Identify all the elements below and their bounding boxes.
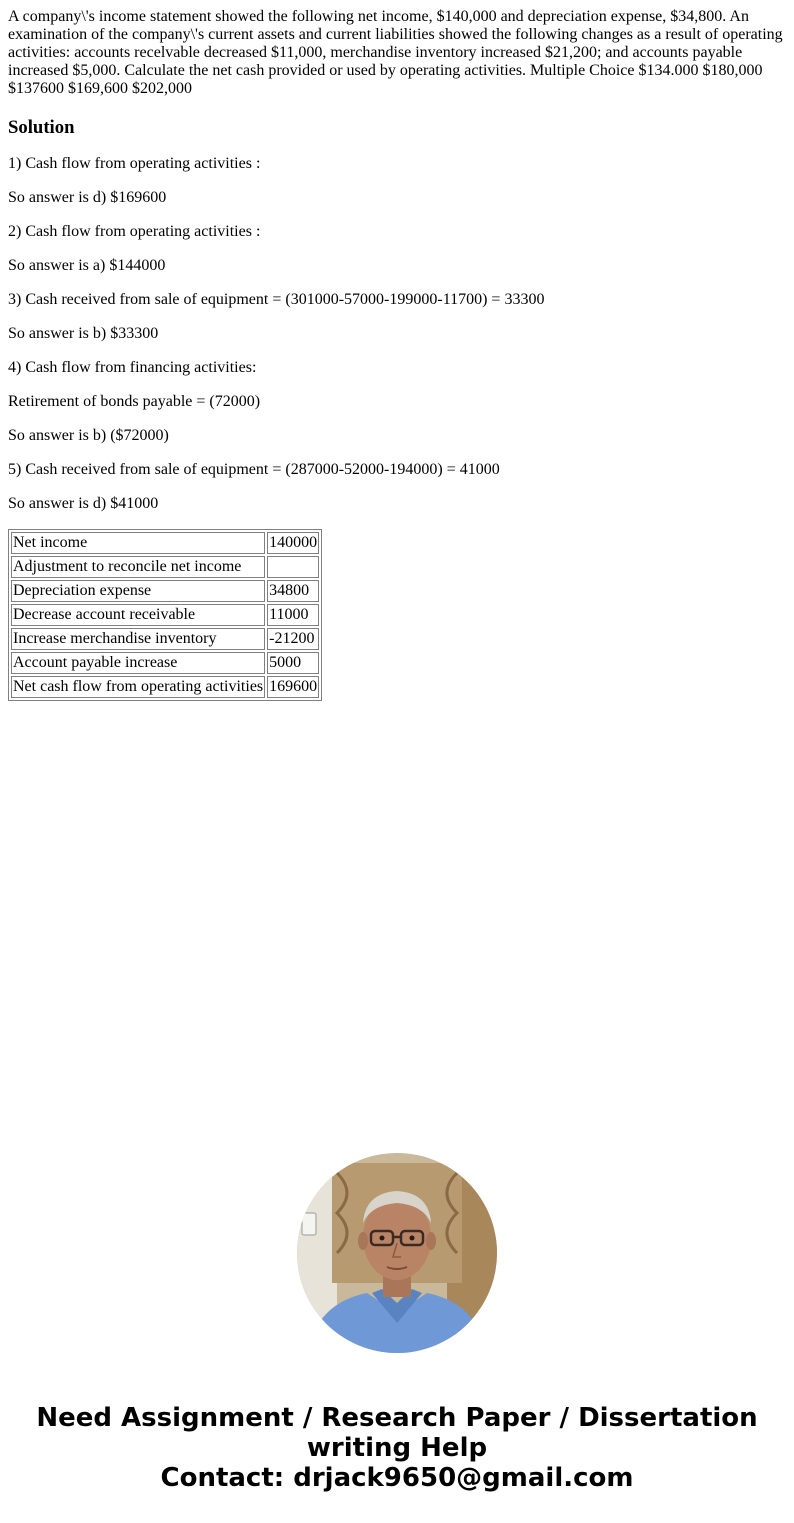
solution-step-2-answer: So answer is a) $144000 xyxy=(8,257,166,274)
tutor-portrait-illustration xyxy=(297,1153,497,1353)
table-row xyxy=(11,652,319,674)
contact-ad-text xyxy=(0,1403,794,1493)
ad-line-2: writing Help xyxy=(306,1433,488,1463)
table-cell-label: Depreciation expense xyxy=(11,580,265,602)
table-row xyxy=(11,604,319,626)
table-cell-label: Increase merchandise inventory xyxy=(11,628,265,650)
solution-step-5-answer: So answer is d) $41000 xyxy=(8,495,159,512)
solution-heading: Solution xyxy=(8,117,75,138)
document-content xyxy=(8,8,786,701)
solution-step-4: 4) Cash flow from financing activities: xyxy=(8,359,257,376)
table-cell-value xyxy=(267,556,319,578)
table-row xyxy=(11,676,319,698)
table-cell-value: 140000 xyxy=(267,532,319,554)
solution-step-2: 2) Cash flow from operating activities : xyxy=(8,223,261,240)
solution-step-3-answer: So answer is b) $33300 xyxy=(8,325,159,342)
table-cell-value: 5000 xyxy=(267,652,319,674)
table-row xyxy=(11,532,319,554)
question-text: A company\'s income statement showed the following net income, $140,000 and depreciation expense, $34,800. An examination of the company\'s current assets and current liabilities showed the following changes as a result of operating activities: accounts recelvable decreased $11,000, merchandise inventory increased $21,200; and accounts payable increased $5,000. Calculate the net cash provided or used by operating activities. Multiple Choice $134.000 $180,000 $137600 $169,600 $202,000 xyxy=(8,8,783,97)
table-cell-label: Decrease account receivable xyxy=(11,604,265,626)
table-row xyxy=(11,556,319,578)
avatar xyxy=(297,1153,497,1353)
solution-step-1: 1) Cash flow from operating activities : xyxy=(8,155,261,172)
solution-step-5: 5) Cash received from sale of equipment = (287000-52000-194000) = 41000 xyxy=(8,461,500,478)
table-cell-label: Net cash flow from operating activities xyxy=(11,676,265,698)
solution-step-4-answer: So answer is b) ($72000) xyxy=(8,427,169,444)
table-cell-value: -21200 xyxy=(267,628,319,650)
solution-step-3: 3) Cash received from sale of equipment = (301000-57000-199000-11700) = 33300 xyxy=(8,291,545,308)
table-cell-label: Net income xyxy=(11,532,265,554)
table-cell-label: Adjustment to reconcile net income xyxy=(11,556,265,578)
ad-line-1: Need Assignment / Research Paper / Dissertation xyxy=(36,1403,758,1433)
table-cell-value: 11000 xyxy=(267,604,319,626)
table-cell-label: Account payable increase xyxy=(11,652,265,674)
table-cell-value: 169600 xyxy=(267,676,319,698)
cash-flow-table xyxy=(8,529,322,701)
table-row xyxy=(11,580,319,602)
solution-step-4-detail: Retirement of bonds payable = (72000) xyxy=(8,393,261,410)
solution-step-1-answer: So answer is d) $169600 xyxy=(8,189,167,206)
table-cell-value: 34800 xyxy=(267,580,319,602)
ad-contact-email: Contact: drjack9650@gmail.com xyxy=(160,1463,634,1493)
table-row xyxy=(11,628,319,650)
